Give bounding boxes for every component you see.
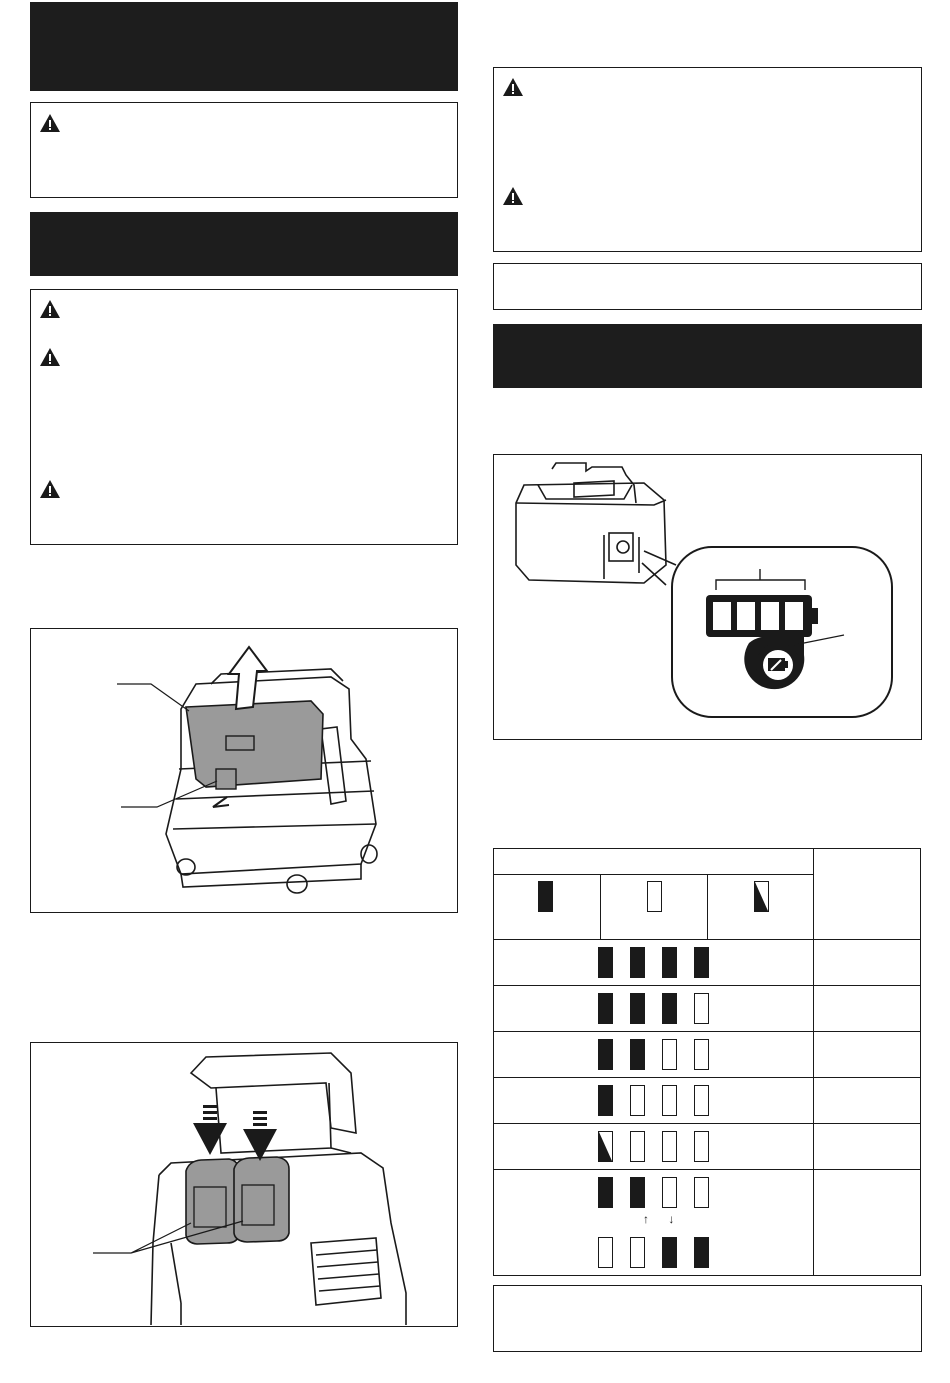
- remaining-capacity-header: [814, 849, 921, 940]
- lamp-icon: [662, 993, 677, 1024]
- warning-icon: [39, 479, 61, 499]
- lamp-icon: [662, 947, 677, 978]
- battery-insertion-illustration: [31, 1043, 456, 1325]
- lamp-icon: [598, 1085, 613, 1116]
- table-row: [494, 1170, 921, 1276]
- lamp-icon: [630, 993, 645, 1024]
- lamp-icon: [630, 947, 645, 978]
- lamp-off-icon: [647, 881, 662, 912]
- capacity-cell: [814, 1124, 921, 1170]
- battery-indicator-illustration: [494, 455, 920, 738]
- lamp-icon: [598, 947, 613, 978]
- warning-icon: [502, 186, 524, 206]
- lamp-icon: [662, 1177, 677, 1208]
- legend-lighted: [494, 875, 601, 940]
- note-box: [493, 263, 922, 310]
- lamp-icon: [630, 1039, 645, 1070]
- table-row: [494, 986, 921, 1032]
- warning-box: [30, 102, 458, 198]
- warning-icon: [39, 299, 61, 319]
- lamp-icon: [694, 947, 709, 978]
- lamp-icon: [598, 1039, 613, 1070]
- lamp-icon: [598, 1177, 613, 1208]
- lamp-icon: [598, 993, 613, 1024]
- lamp-icon: [694, 1177, 709, 1208]
- lamp-icon: [662, 1131, 677, 1162]
- warning-icon: [39, 113, 61, 133]
- section-header-bar: [30, 212, 458, 276]
- section-header-bar: [30, 2, 458, 91]
- lamp-icon: [662, 1039, 677, 1070]
- lamp-icon: [694, 1085, 709, 1116]
- lamp-icon: [630, 1085, 645, 1116]
- legend-blinking: [707, 875, 814, 940]
- note-box: [493, 1285, 922, 1352]
- table-row: [494, 1032, 921, 1078]
- section-header-bar: [493, 324, 922, 388]
- lamp-icon: [694, 1237, 709, 1268]
- capacity-cell: [814, 1032, 921, 1078]
- lamp-icon: [598, 1131, 613, 1162]
- table-row: [494, 1078, 921, 1124]
- table-row: [494, 1124, 921, 1170]
- battery-insertion-figure: [30, 1042, 458, 1327]
- lamp-icon: [630, 1177, 645, 1208]
- lid-open-figure: [30, 628, 458, 913]
- lamp-icon: [662, 1085, 677, 1116]
- warning-icon: [502, 77, 524, 97]
- lid-open-illustration: [31, 629, 456, 911]
- indicator-lamps-header: [494, 849, 814, 875]
- lamp-icon: [694, 993, 709, 1024]
- lamp-icon: [630, 1237, 645, 1268]
- table-row: [494, 940, 921, 986]
- lamp-icon: [662, 1237, 677, 1268]
- lamp-icon: [630, 1131, 645, 1162]
- warning-icon: [39, 347, 61, 367]
- capacity-cell: [814, 986, 921, 1032]
- alternating-arrows-icon: ↑ ↓: [643, 1212, 683, 1226]
- capacity-cell: [814, 1170, 921, 1276]
- battery-indicator-table: [493, 848, 921, 1276]
- legend-off: [600, 875, 707, 940]
- capacity-cell: [814, 1078, 921, 1124]
- lamp-icon: [694, 1131, 709, 1162]
- battery-indicator-figure: [493, 454, 922, 740]
- lamp-lighted-icon: [538, 881, 553, 912]
- lamp-icon: [598, 1237, 613, 1268]
- warning-box: [30, 289, 458, 545]
- capacity-cell: [814, 940, 921, 986]
- lamp-blinking-icon: [754, 881, 769, 912]
- lamp-icon: [694, 1039, 709, 1070]
- warning-box: [493, 67, 922, 252]
